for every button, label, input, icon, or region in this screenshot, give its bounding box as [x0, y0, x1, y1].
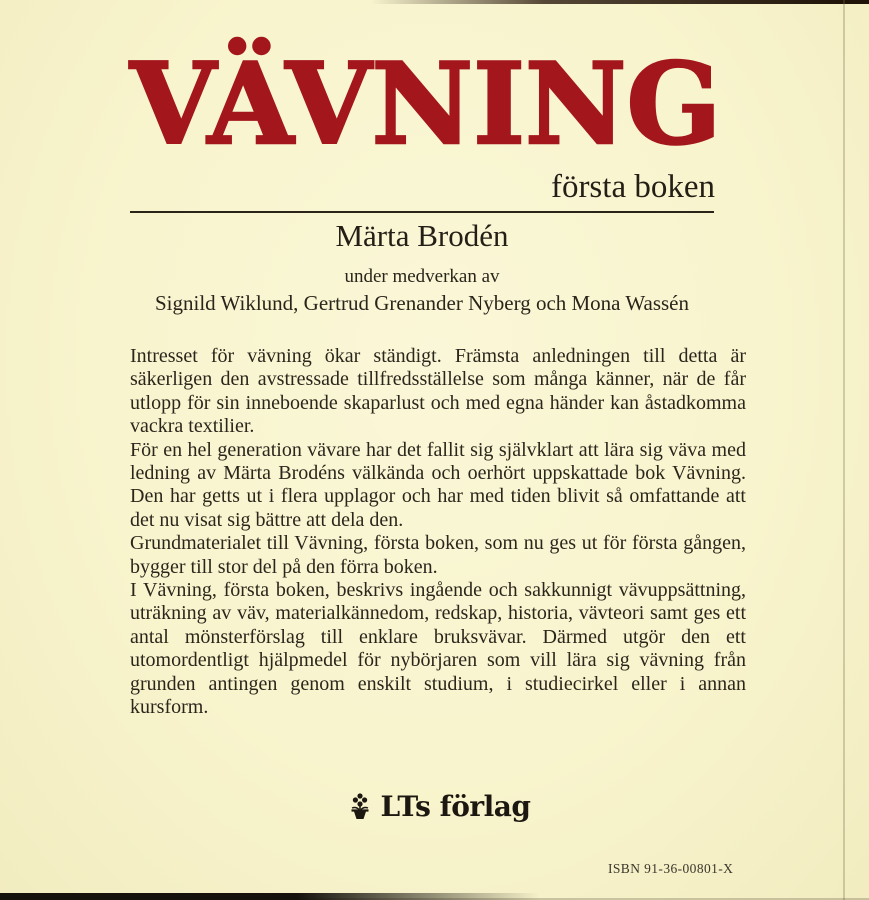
body-paragraph: Grundmaterialet till Vävning, första boken, som nu ges ut för första gången, bygger till stor del på den förra boken.	[130, 532, 746, 578]
flower-pot-icon	[347, 792, 373, 822]
scan-edge-bottom	[0, 893, 540, 900]
body-paragraph: Intresset för vävning ökar ständigt. Främsta anledningen till detta är säkerligen den avstressade tillfredsställelse som många känner, när de får utlopp för sin inneboende skaparlust och med egna händer kan åstadkomma vackra textilier.	[130, 345, 746, 438]
publisher-name: LTs förlag	[380, 790, 531, 823]
body-paragraph: I Vävning, första boken, beskrivs ingående och sakkunnigt vävuppsättning, uträkning av väv, materialkännedom, redskap, historia, vävteori samt ges ett antal mönsterförslag till enklare bruksvävar. Därmed utgör den ett utomordentligt hjälpmedel för nybörjaren som vill lära sig vävning från grunden antingen genom enskilt studium, i studiecirkel eller i annan kursform.	[130, 579, 746, 719]
publisher-block	[130, 790, 748, 823]
back-cover-text	[130, 345, 746, 720]
author-name: Märta Brodén	[335, 218, 509, 253]
contributors-line: Signild Wiklund, Gertrud Grenander Nyberg och Mona Wassén	[154, 291, 690, 315]
book-subtitle: första boken	[550, 169, 715, 205]
body-paragraph: För en hel generation vävare har det fallit sig självklart att lära sig väva med ledning av Märta Brodéns välkända och oerhört uppskattade bok Vävning. Den har getts ut i flera upplagor och har med tiden blivit så omfattande att det nu visat sig bättre att dela den.	[130, 438, 746, 531]
scan-edge-right	[843, 0, 845, 900]
contribution-note: under medverkan av	[344, 266, 500, 287]
isbn-text: ISBN 91-36-00801-X	[608, 861, 734, 876]
content-column	[130, 0, 748, 720]
book-title: VÄVNING	[130, 40, 722, 170]
divider-rule	[130, 211, 714, 213]
